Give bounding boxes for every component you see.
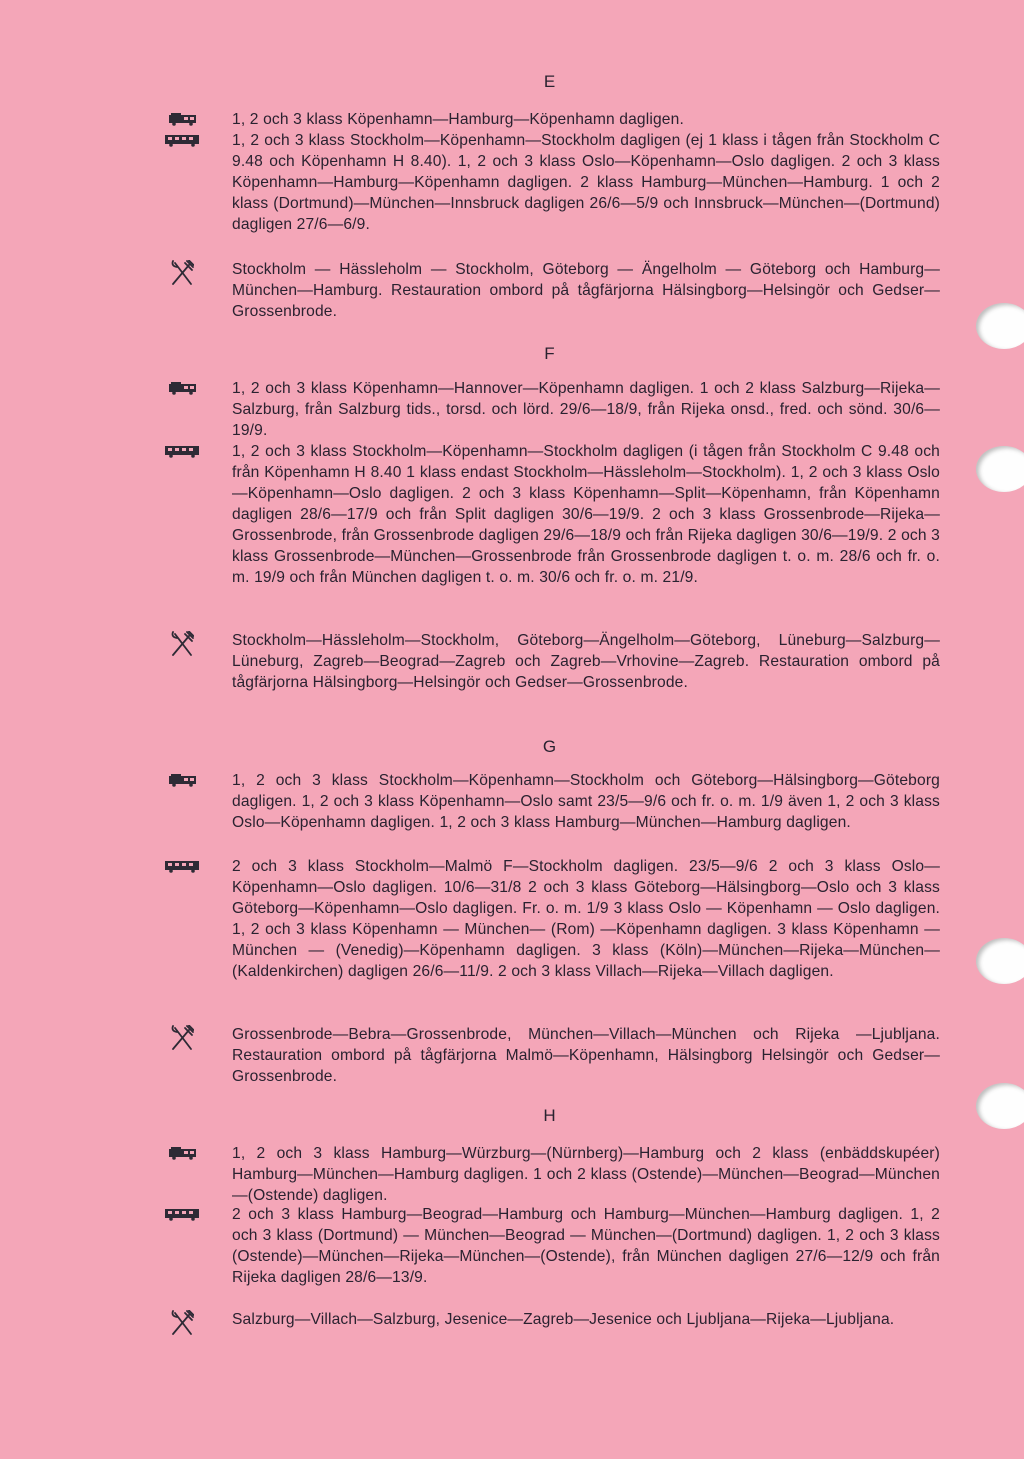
entry-text: 1, 2 och 3 klass Köpenhamn—Hamburg—Köpenhamn dagligen. xyxy=(232,111,684,128)
section-letter-e: E xyxy=(543,72,557,91)
dining-car-icon xyxy=(170,1025,194,1051)
entry-text: 1, 2 och 3 klass Stockholm—Köpenhamn—Stockholm dagligen (i tågen från Stockholm C 9.48 och från Köpenhamn H 8.40 1 klass endast Stockholm—Hässleholm—Stockholm). 1, 2 och 3 klass Oslo—Köpenhamn—Oslo dagligen. 2 och 3 klass Köpenhamn—Split—Köpenhamn, från Köpenhamn dagligen 28/6—17/9 och från Split dagligen 30/6—19/9. 2 och 3 klass Grossenbrode—Rijeka—Grossenbrode, från Grossenbrode dagligen 29/6—18/9 och från Rijeka dagligen 30/6—19/9. 2 och 3 klass Grossenbrode—München—Grossenbrode från Grossenbrode dagligen t. o. m. 28/6 och fr. o. m. 19/9 och från München dagligen t. o. m. 30/6 och fr. o. m. 21/9. xyxy=(232,443,940,586)
section-h-couchette-car-entry xyxy=(160,1204,940,1288)
sleeping-car-icon xyxy=(168,773,198,787)
section-g-couchette-car-entry xyxy=(160,856,940,982)
section-letter-h: H xyxy=(543,1106,557,1125)
section-h-sleeping-car-entry xyxy=(160,1143,940,1206)
couchette-car-icon xyxy=(164,444,200,458)
entry-text: 2 och 3 klass Hamburg—Beograd—Hamburg och Hamburg—München—Hamburg dagligen. 1, 2 och 3 klass (Dortmund) — München—Beograd — München—(Dortmund) dagligen. 1, 2 och 3 klass (Ostende)—München—Rijeka—München—(Ostende), från München dagligen 27/6—12/9 och från Rijeka dagligen 28/6—13/9. xyxy=(232,1206,940,1286)
entry-text: 2 och 3 klass Stockholm—Malmö F—Stockholm dagligen. 23/5—9/6 2 och 3 klass Oslo—Köpenhamn—Oslo dagligen. 10/6—31/8 2 och 3 klass Göteborg—Hälsingborg—Oslo och 3 klass Göteborg—Köpenhamn—Oslo dagligen. Fr. o. m. 1/9 3 klass Oslo — Köpenhamn — Oslo dagligen. 1, 2 och 3 klass Köpenhamn — München— (Rom) —Köpenhamn dagligen. 3 klass Köpenhamn — München — (Venedig)—Köpenhamn dagligen. 3 klass (Köln)—München—Rijeka—München—(Kaldenkirchen) dagligen 26/6—11/9. 2 och 3 klass Villach—Rijeka—Villach dagligen. xyxy=(232,858,940,980)
sleeping-car-icon xyxy=(168,1146,198,1160)
section-f-sleeping-car-entry xyxy=(160,378,940,441)
section-h-dining-car-entry xyxy=(160,1309,940,1330)
punch-hole xyxy=(976,938,1024,984)
couchette-car-icon xyxy=(164,859,200,873)
section-f-dining-car-entry xyxy=(160,630,940,693)
section-g-sleeping-car-entry xyxy=(160,770,940,833)
couchette-car-icon xyxy=(164,133,200,147)
section-e-dining-car-entry xyxy=(160,259,940,322)
entry-text: Grossenbrode—Bebra—Grossenbrode, München—Villach—München och Rijeka —Ljubljana. Restauration ombord på tågfärjorna Malmö—Köpenhamn, Hälsingborg Helsingör och Gedser—Grossenbrode. xyxy=(232,1026,940,1085)
entry-text: Stockholm—Hässleholm—Stockholm, Göteborg—Ängelholm—Göteborg, Lüneburg—Salzburg—Lüneburg, Zagreb—Beograd—Zagreb och Zagreb—Vrhovine—Zagreb. Restauration ombord på tågfärjorna Hälsingborg—Helsingör och Gedser—Grossenbrode. xyxy=(232,632,940,691)
section-e-couchette-car-entry xyxy=(160,130,940,235)
entry-text: Stockholm — Hässleholm — Stockholm, Göteborg — Ängelholm — Göteborg och Hamburg—München—Hamburg. Restauration ombord på tågfärjorna Hälsingborg—Helsingör och Gedser—Grossenbrode. xyxy=(232,261,940,320)
entry-text: 1, 2 och 3 klass Stockholm—Köpenhamn—Stockholm och Göteborg—Hälsingborg—Göteborg dagligen. 1, 2 och 3 klass Köpenhamn—Oslo samt 23/5—9/6 och fr. o. m. 1/9 även 1, 2 och 3 klass Oslo—Köpenhamn dagligen. 1, 2 och 3 klass Hamburg—München—Hamburg dagligen. xyxy=(232,772,940,831)
couchette-car-icon xyxy=(164,1207,200,1221)
dining-car-icon xyxy=(170,631,194,657)
punch-hole xyxy=(976,303,1024,349)
section-f-couchette-car-entry xyxy=(160,441,940,588)
dining-car-icon xyxy=(170,260,194,286)
sleeping-car-icon xyxy=(168,112,198,126)
entry-text: Salzburg—Villach—Salzburg, Jesenice—Zagreb—Jesenice och Ljubljana—Rijeka—Ljubljana. xyxy=(232,1311,895,1328)
entry-text: 1, 2 och 3 klass Hamburg—Würzburg—(Nürnberg)—Hamburg och 2 klass (enbäddskupéer) Hamburg—München—Hamburg dagligen. 1 och 2 klass (Ostende)—München—Beograd—München—(Ostende) dagligen. xyxy=(232,1145,940,1204)
dining-car-icon xyxy=(170,1310,194,1336)
sleeping-car-icon xyxy=(168,381,198,395)
punch-hole xyxy=(976,446,1024,492)
entry-text: 1, 2 och 3 klass Stockholm—Köpenhamn—Stockholm dagligen (ej 1 klass i tågen från Stockholm C 9.48 och Köpenhamn H 8.40). 1, 2 och 3 klass Oslo—Köpenhamn—Oslo dagligen. 2 och 3 klass Köpenhamn—Hamburg—Köpenhamn dagligen. 2 klass Hamburg—München—Hamburg. 1 och 2 klass (Dortmund)—München—Innsbruck dagligen 26/6—5/9 och Innsbruck—München—(Dortmund) dagligen 27/6—6/9. xyxy=(232,132,940,233)
section-letter-f: F xyxy=(544,344,556,363)
entry-text: 1, 2 och 3 klass Köpenhamn—Hannover—Köpenhamn dagligen. 1 och 2 klass Salzburg—Rijeka—Salzburg, från Salzburg tids., torsd. och lörd. 29/6—18/9, från Rijeka onsd., fred. och sönd. 30/6—19/9. xyxy=(232,380,940,439)
section-g-dining-car-entry xyxy=(160,1024,940,1087)
punch-hole xyxy=(976,1083,1024,1129)
section-letter-g: G xyxy=(542,737,558,756)
section-e-sleeping-car-entry xyxy=(160,109,940,130)
